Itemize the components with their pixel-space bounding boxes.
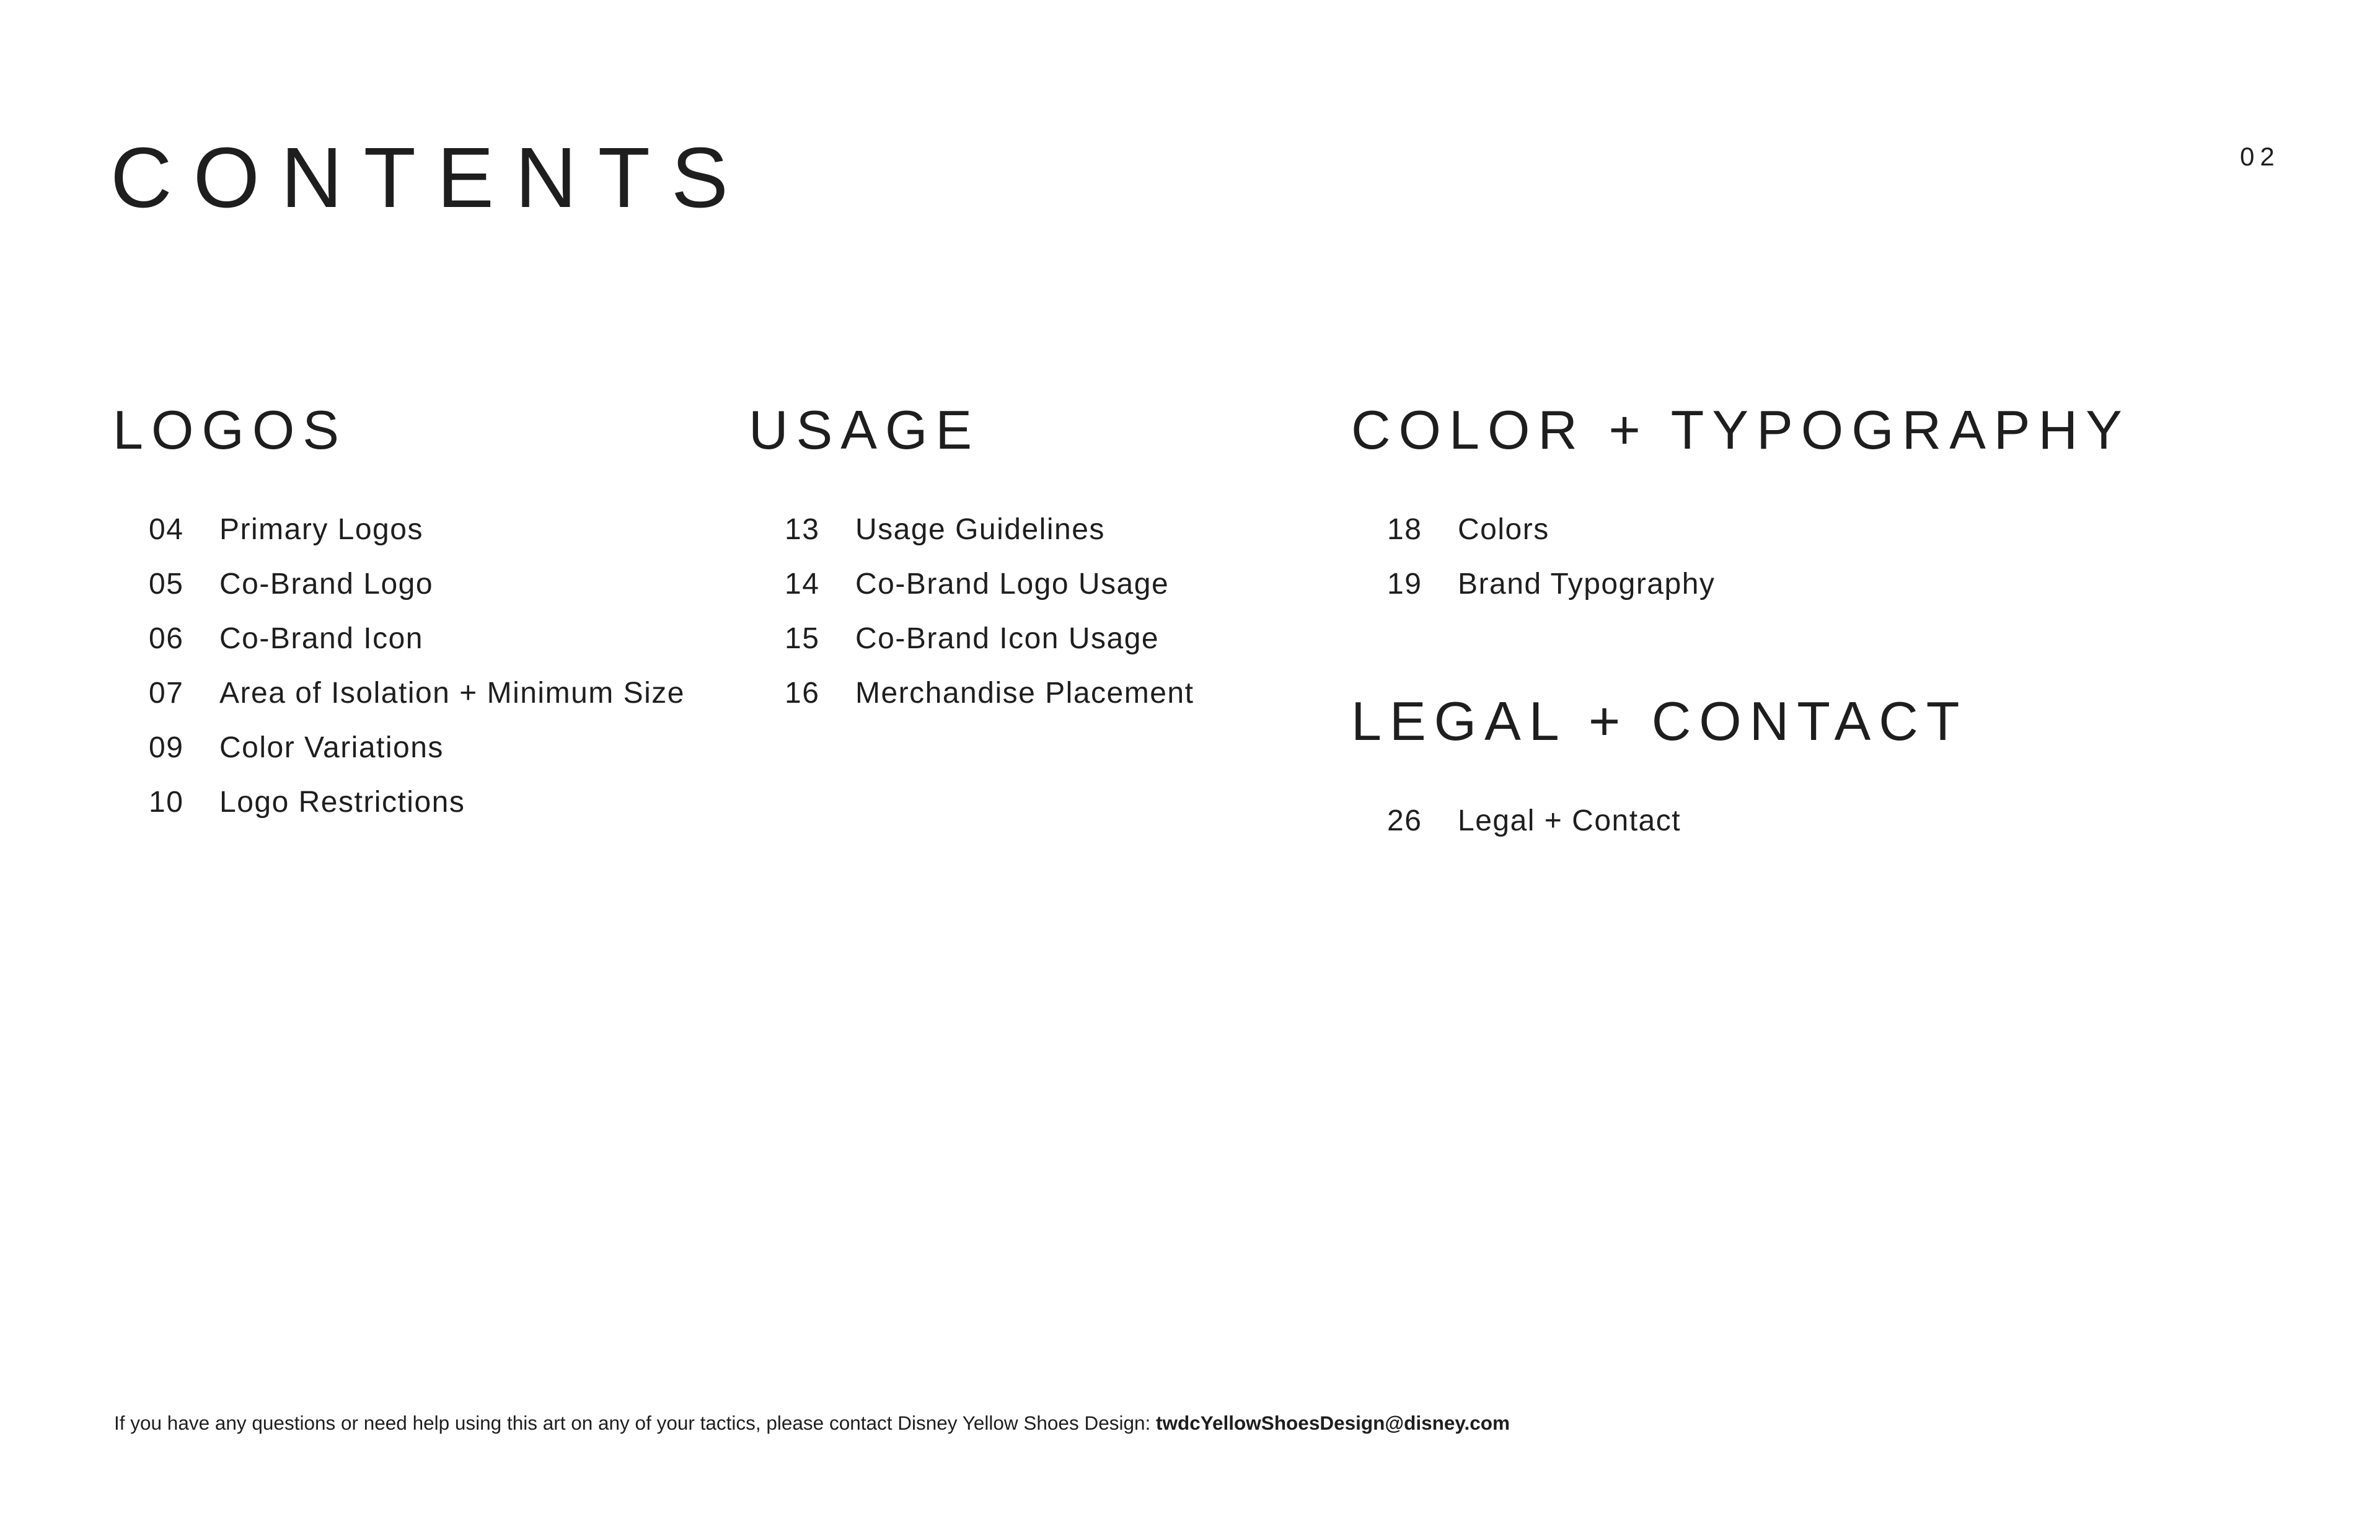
toc-entry-usage-guidelines[interactable] — [749, 502, 1194, 557]
toc-entry-colors[interactable] — [1351, 502, 1715, 557]
toc-entry-title: Usage Guidelines — [855, 513, 1105, 546]
toc-list — [749, 502, 1194, 720]
toc-list — [1351, 502, 1715, 611]
toc-list — [113, 502, 685, 829]
toc-entry-title: Co-Brand Logo — [219, 567, 434, 601]
toc-entry-primary-logos[interactable] — [113, 502, 685, 557]
toc-entry-legal-contact[interactable] — [1351, 793, 1681, 848]
toc-page-number: 09 — [149, 731, 184, 764]
toc-entry-title: Primary Logos — [219, 513, 423, 546]
toc-entry-logo-restrictions[interactable] — [113, 775, 685, 829]
toc-entry-title: Color Variations — [219, 731, 444, 764]
section-heading: COLOR + TYPOGRAPHY — [1351, 399, 2130, 460]
toc-entry-title: Co-Brand Logo Usage — [855, 567, 1170, 601]
toc-page-number: 26 — [1387, 804, 1422, 837]
section-heading: LOGOS — [113, 399, 347, 460]
toc-entry-color-variations[interactable] — [113, 720, 685, 775]
toc-entry-title: Co-Brand Icon — [219, 622, 423, 655]
footer-contact-note — [114, 1412, 1510, 1435]
section-heading: USAGE — [749, 399, 981, 460]
toc-entry-co-brand-logo[interactable] — [113, 557, 685, 611]
toc-entry-title: Merchandise Placement — [855, 676, 1194, 710]
toc-page-number: 10 — [149, 785, 184, 819]
toc-page-number: 14 — [785, 567, 820, 601]
toc-page-number: 16 — [785, 676, 820, 710]
toc-list — [1351, 793, 1681, 848]
toc-page-number: 15 — [785, 622, 820, 655]
toc-page-number: 13 — [785, 513, 820, 546]
section-heading: LEGAL + CONTACT — [1351, 690, 1968, 752]
page-number: 02 — [2240, 142, 2280, 171]
contact-email-link[interactable]: twdcYellowShoesDesign@disney.com — [1156, 1412, 1510, 1434]
toc-page-number: 04 — [149, 513, 184, 546]
toc-entry-title: Area of Isolation + Minimum Size — [219, 676, 685, 710]
toc-entry-brand-typography[interactable] — [1351, 557, 1715, 611]
toc-page-number: 06 — [149, 622, 184, 655]
toc-entry-co-brand-icon-usage[interactable] — [749, 611, 1194, 666]
section-legal-contact — [1351, 690, 1968, 837]
toc-entry-title: Co-Brand Icon Usage — [855, 622, 1160, 655]
toc-entry-title: Brand Typography — [1458, 567, 1716, 601]
toc-entry-co-brand-icon[interactable] — [113, 611, 685, 666]
toc-page-number: 18 — [1387, 513, 1422, 546]
toc-page-number: 05 — [149, 567, 184, 601]
section-usage — [749, 399, 1194, 710]
section-logos — [113, 399, 685, 819]
footer-text: If you have any questions or need help using this art on any of your tactics, please contact Disney Yellow Shoes Design: — [114, 1412, 1157, 1434]
page-title: CONTENTS — [110, 130, 749, 226]
toc-entry-merchandise-placement[interactable] — [749, 666, 1194, 720]
toc-entry-title: Legal + Contact — [1458, 804, 1681, 837]
toc-entry-area-of-isolation[interactable] — [113, 666, 685, 720]
toc-page-number: 19 — [1387, 567, 1422, 601]
toc-entry-title: Logo Restrictions — [219, 785, 465, 819]
section-color-typography — [1351, 399, 2130, 601]
toc-page-number: 07 — [149, 676, 184, 710]
toc-entry-title: Colors — [1458, 513, 1549, 546]
toc-entry-co-brand-logo-usage[interactable] — [749, 557, 1194, 611]
